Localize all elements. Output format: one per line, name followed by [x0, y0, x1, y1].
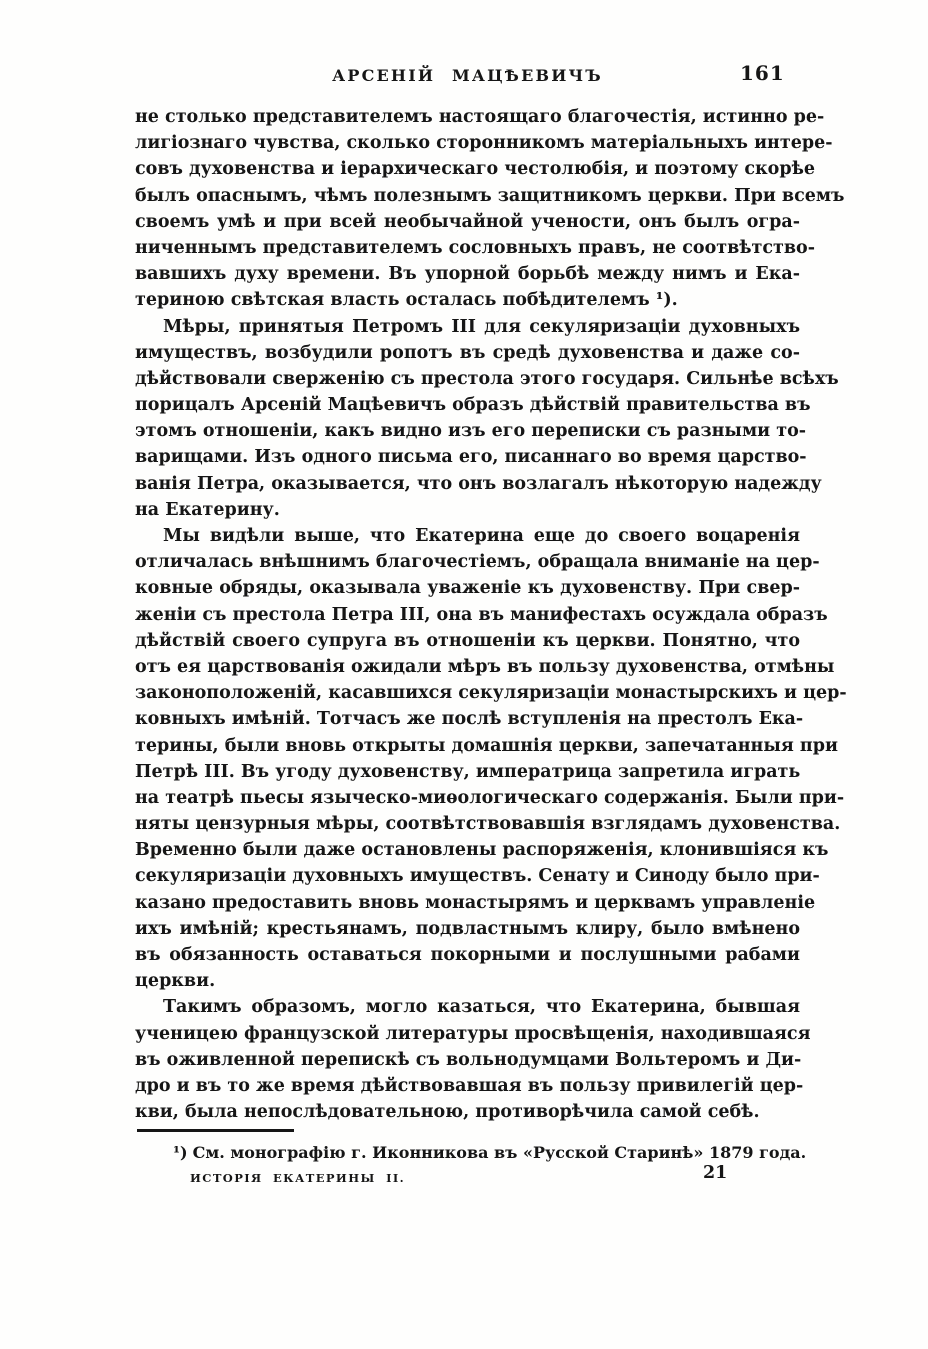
text-line: на театрѣ пьесы языческо-миѳологическаго содержанія. Были при-: [135, 787, 845, 808]
text-line: имуществъ, возбудили ропотъ въ средѣ духовенства и даже со-: [135, 342, 800, 363]
paragraph: [135, 104, 845, 314]
text-line: женіи съ престола Петра III, она въ манифестахъ осуждала образъ: [135, 604, 828, 625]
text-line: порицалъ Арсеній Мацѣевичъ образъ дѣйствій правительства въ: [135, 395, 811, 416]
text-line: этомъ отношеніи, какъ видно изъ его переписки съ разными то-: [135, 421, 807, 442]
paragraph: [135, 994, 811, 1125]
running-header-title: АРСЕНІЙ МАЦѢЕВИЧЪ: [332, 66, 603, 85]
text-line: Петрѣ III. Въ угоду духовенству, императрица запретила играть: [135, 761, 801, 782]
text-line: дѣйствій своего супруга въ отношеніи къ церкви. Понятно, что: [135, 630, 800, 651]
text-line: ванія Петра, оказывается, что онъ возлагалъ нѣкоторую надежду: [135, 473, 822, 494]
text-line: варищами. Изъ одного письма его, писаннаго во время царство-: [135, 447, 807, 468]
text-line: Такимъ образомъ, могло казаться, что Екатерина, бывшая: [163, 997, 800, 1018]
text-line: лигіознаго чувства, сколько сторонникомъ матеріальныхъ интере-: [135, 133, 833, 154]
text-line: Мы видѣли выше, что Екатерина еще до своего воцаренія: [163, 526, 800, 546]
footnote-text: См. монографію г. Иконникова въ «Русской Старинѣ» 1879 года.: [192, 1143, 807, 1162]
text-line: не столько представителемъ настоящаго благочестія, истинно ре-: [135, 107, 825, 127]
text-line: ученицею французской литературы просвѣщенія, находившаяся: [135, 1023, 811, 1044]
text-line: отъ ея царствованія ожидали мѣръ въ пользу духовенства, отмѣны: [135, 656, 835, 677]
signature-number: 21: [703, 1163, 728, 1183]
text-line: ковные обряды, оказывала уваженіе къ духовенству. При свер-: [135, 578, 800, 599]
text-line: совъ духовенства и іерархическаго честолюбія, и поэтому скорѣе: [135, 159, 816, 180]
text-line: няты цензурныя мѣры, соотвѣтствовавшія взглядамъ духовенства.: [135, 814, 841, 835]
footnote: [173, 1142, 807, 1164]
footnote-marker: ¹): [173, 1143, 188, 1162]
text-line: въ оживленной перепискѣ съ вольнодумцами Вольтеромъ и Ди-: [135, 1049, 802, 1070]
text-line: ихъ имѣній; крестьянамъ, подвластнымъ клиру, было вмѣнено: [135, 918, 800, 939]
text-line: вавшихъ духу времени. Въ упорной борьбѣ между нимъ и Ека-: [135, 264, 800, 285]
text-line: церкви.: [135, 971, 216, 992]
running-footer-title: ИСТОРІЯ ЕКАТЕРИНЫ II.: [190, 1171, 406, 1185]
text-line: ниченнымъ представителемъ сословныхъ правъ, не соотвѣтство-: [135, 237, 815, 258]
text-line: кви, была непослѣдовательною, противорѣчила самой себѣ.: [135, 1102, 760, 1123]
text-line: своемъ умѣ и при всей необычайной учености, онъ былъ огра-: [135, 211, 800, 232]
page-number: 161: [740, 61, 785, 85]
text-line: въ обязанность оставаться покорными и послушными рабами: [135, 945, 800, 965]
text-line: дро и въ то же время дѣйствовавшая въ пользу привилегій цер-: [135, 1075, 804, 1096]
text-line: отличалась внѣшнимъ благочестіемъ, обращала вниманіе на цер-: [135, 552, 820, 573]
paragraph: [135, 314, 839, 524]
text-line: былъ опаснымъ, чѣмъ полезнымъ защитникомъ церкви. При всемъ: [135, 185, 845, 206]
text-line: терины, были вновь открыты домашнія церкви, запечатанныя при: [135, 735, 838, 756]
text-line: законоположеній, касавшихся секуляризаціи монастырскихъ и цер-: [135, 683, 847, 704]
running-header: [135, 66, 800, 85]
body-text: [135, 104, 847, 1125]
footnote-rule: [137, 1129, 294, 1132]
text-line: Временно были даже остановлены распоряженія, клонившіяся къ: [135, 840, 829, 861]
text-line: ковныхъ имѣній. Тотчасъ же послѣ вступленія на престолъ Ека-: [135, 709, 804, 730]
text-line: казано предоставить вновь монастырямъ и церквамъ управленіе: [135, 892, 816, 913]
text-line: на Екатерину.: [135, 499, 280, 520]
text-line: Мѣры, принятыя Петромъ III для секуляризаціи духовныхъ: [163, 316, 800, 337]
text-line: дѣйствовали сверженію съ престола этого государя. Сильнѣе всѣхъ: [135, 368, 839, 389]
paragraph: [135, 523, 847, 994]
text-line: териною свѣтская власть осталась побѣдителемъ ¹).: [135, 290, 678, 311]
text-line: секуляризаціи духовныхъ имуществъ. Сенату и Синоду было при-: [135, 866, 820, 887]
